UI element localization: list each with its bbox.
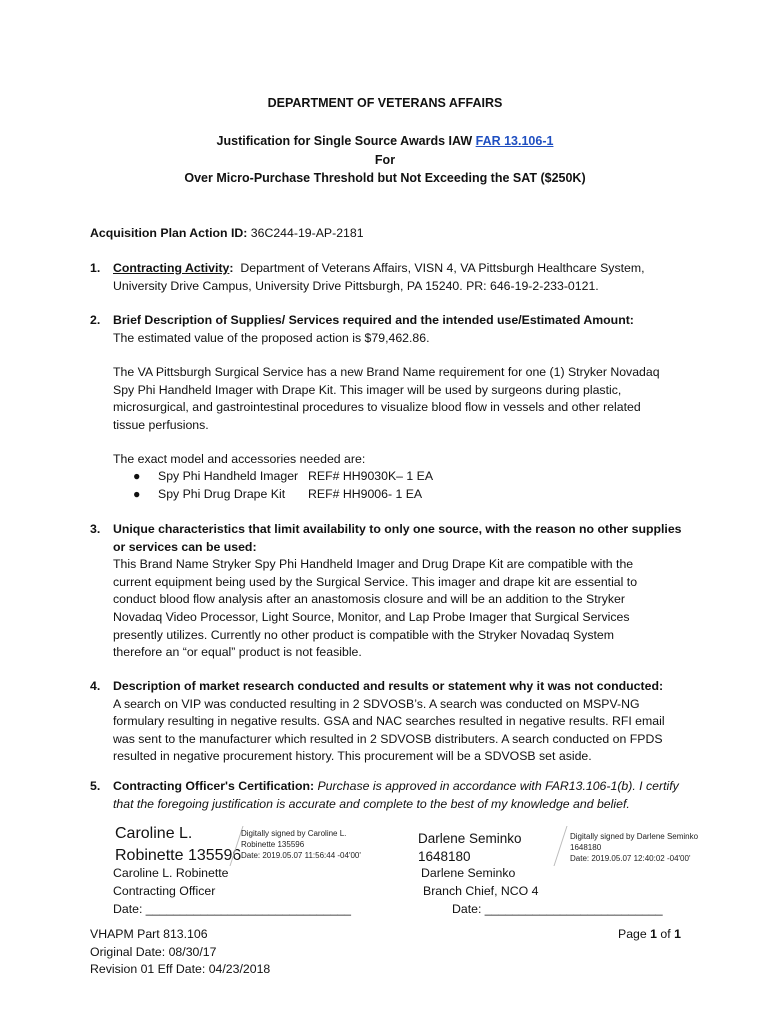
- signature-date-field: Date: __________________________: [452, 902, 663, 916]
- signer-title: Branch Chief, NCO 4: [423, 884, 539, 898]
- section-1-number: 1.: [90, 261, 101, 275]
- signer-name: Darlene Seminko: [421, 866, 516, 880]
- footer-original-date: Original Date: 08/30/17: [90, 945, 217, 959]
- for-line: For: [374, 153, 396, 167]
- section-1-body: Contracting Activity: Department of Veterans Affairs, VISN 4, VA Pittsburgh Healthcare System, University Drive Campus, University Drive Pittsburgh, PA 15240. PR: 646-19-2-233-0121.: [113, 261, 645, 293]
- section-2-title: Brief Description of Supplies/ Services required and the intended use/Estimated Amount:: [113, 313, 634, 327]
- threshold-line: Over Micro-Purchase Threshold but Not Exceeding the SAT ($250K): [184, 171, 586, 185]
- section-4-body: Description of market research conducted and results or statement why it was not conducted: A search on VIP was conducted resulting in 2 SDVOSB’s. A search was conducted on MSPV-NG formulary resulting in negative results. GSA and NAC searches resulted in negative results. RFI email was sent to the manufacturer which resulted in 2 SDVOSB distributers. A search conducted on FPDS resulted in negative procurement history. This procurement will be a SDVOSB set aside.: [113, 679, 665, 764]
- acquisition-label: Acquisition Plan Action ID:: [90, 226, 248, 240]
- section-3-number: 3.: [90, 522, 101, 536]
- section-2-header: [113, 312, 683, 347]
- signature-divider: [554, 826, 568, 866]
- section-5-body: Contracting Officer's Certification: Purchase is approved in accordance with FAR13.106-1(b). I certify that the foregoing justification is accurate and complete to the best of my knowledge and belief.: [113, 779, 679, 811]
- signature-name-line2: 1648180: [418, 849, 471, 864]
- far-link[interactable]: FAR 13.106-1: [475, 134, 554, 148]
- footer-part: VHAPM Part 813.106: [90, 927, 208, 941]
- section-2-exact-models: The exact model and accessories needed are:: [113, 452, 366, 466]
- section-3-body: Unique characteristics that limit availability to only one source, with the reason no other supplies or services can be used: This Brand Name Stryker Spy Phi Handheld Imager and Drug Drape Kit are compatible with the current equipment being used by the Surgical Service. This imager and drape kit are essential to conduct blood flow analysis after an anastomosis closure and will be an addition to the Stryker Novadaq Video Processor, Light Source, Monitor, and Lap Probe Imager that Surgical Services presently utilizes. Currently no other product is compatible with the Stryker Novadaq System therefore an “or equal” product is not feasible.: [113, 522, 682, 660]
- section-1-line1: Department of Veterans Affairs, VISN 4, VA Pittsburgh Healthcare System,: [240, 261, 645, 275]
- bullet-icon: ●: [133, 487, 141, 501]
- section-2-estimate: The estimated value of the proposed action is $79,462.86.: [113, 330, 430, 345]
- list-item: ● Spy Phi Drug Drape Kit REF# HH9006- 1 EA: [133, 487, 423, 501]
- bullet-icon: ●: [133, 469, 141, 483]
- digital-signature-text: Digitally signed by Caroline L. Robinette 135596 Date: 2019.05.07 11:56:44 -04'00': [241, 829, 361, 860]
- section-5-number: 5.: [90, 779, 101, 793]
- signature-name-line2: Robinette 135596: [115, 847, 242, 864]
- acquisition-value: 36C244-19-AP-2181: [247, 226, 364, 240]
- list-item: ● Spy Phi Handheld Imager REF# HH9030K– 1 EA: [133, 469, 434, 483]
- signer-name: Caroline L. Robinette: [113, 866, 229, 880]
- acquisition-id: [90, 225, 364, 243]
- signature-name-line1: Darlene Seminko: [418, 831, 522, 846]
- signer-title: Contracting Officer: [113, 884, 216, 898]
- signature-date-field: Date: ______________________________: [113, 902, 351, 916]
- department-title: DEPARTMENT OF VETERANS AFFAIRS: [267, 96, 503, 110]
- justification-prefix: Justification for Single Source Awards IAW: [216, 134, 476, 148]
- footer-revision: Revision 01 Eff Date: 04/23/2018: [90, 962, 271, 976]
- section-2-number: 2.: [90, 313, 101, 327]
- section-2-paragraph: The VA Pittsburgh Surgical Service has a new Brand Name requirement for one (1) Stryker Novadaq Spy Phi Handheld Imager with Drape Kit. This imager will be used by surgeons during plastic, microsurgical, and gastrointestinal procedures to visualize blood flow in vessels and other related tissue perfusions.: [113, 365, 660, 432]
- section-4-number: 4.: [90, 679, 101, 693]
- section-1-line2: University Drive Campus, University Drive Pittsburgh, PA 15240. PR: 646-19-2-233-0121.: [113, 278, 599, 293]
- section-1-title: Contracting Activity: [113, 261, 230, 275]
- page-number: Page 1 of 1: [618, 927, 681, 941]
- signature-name-line1: Caroline L.: [115, 825, 193, 842]
- justification-title: [0, 134, 770, 148]
- digital-signature-text: Digitally signed by Darlene Seminko 1648180 Date: 2019.05.07 12:40:02 -04'00': [570, 832, 699, 863]
